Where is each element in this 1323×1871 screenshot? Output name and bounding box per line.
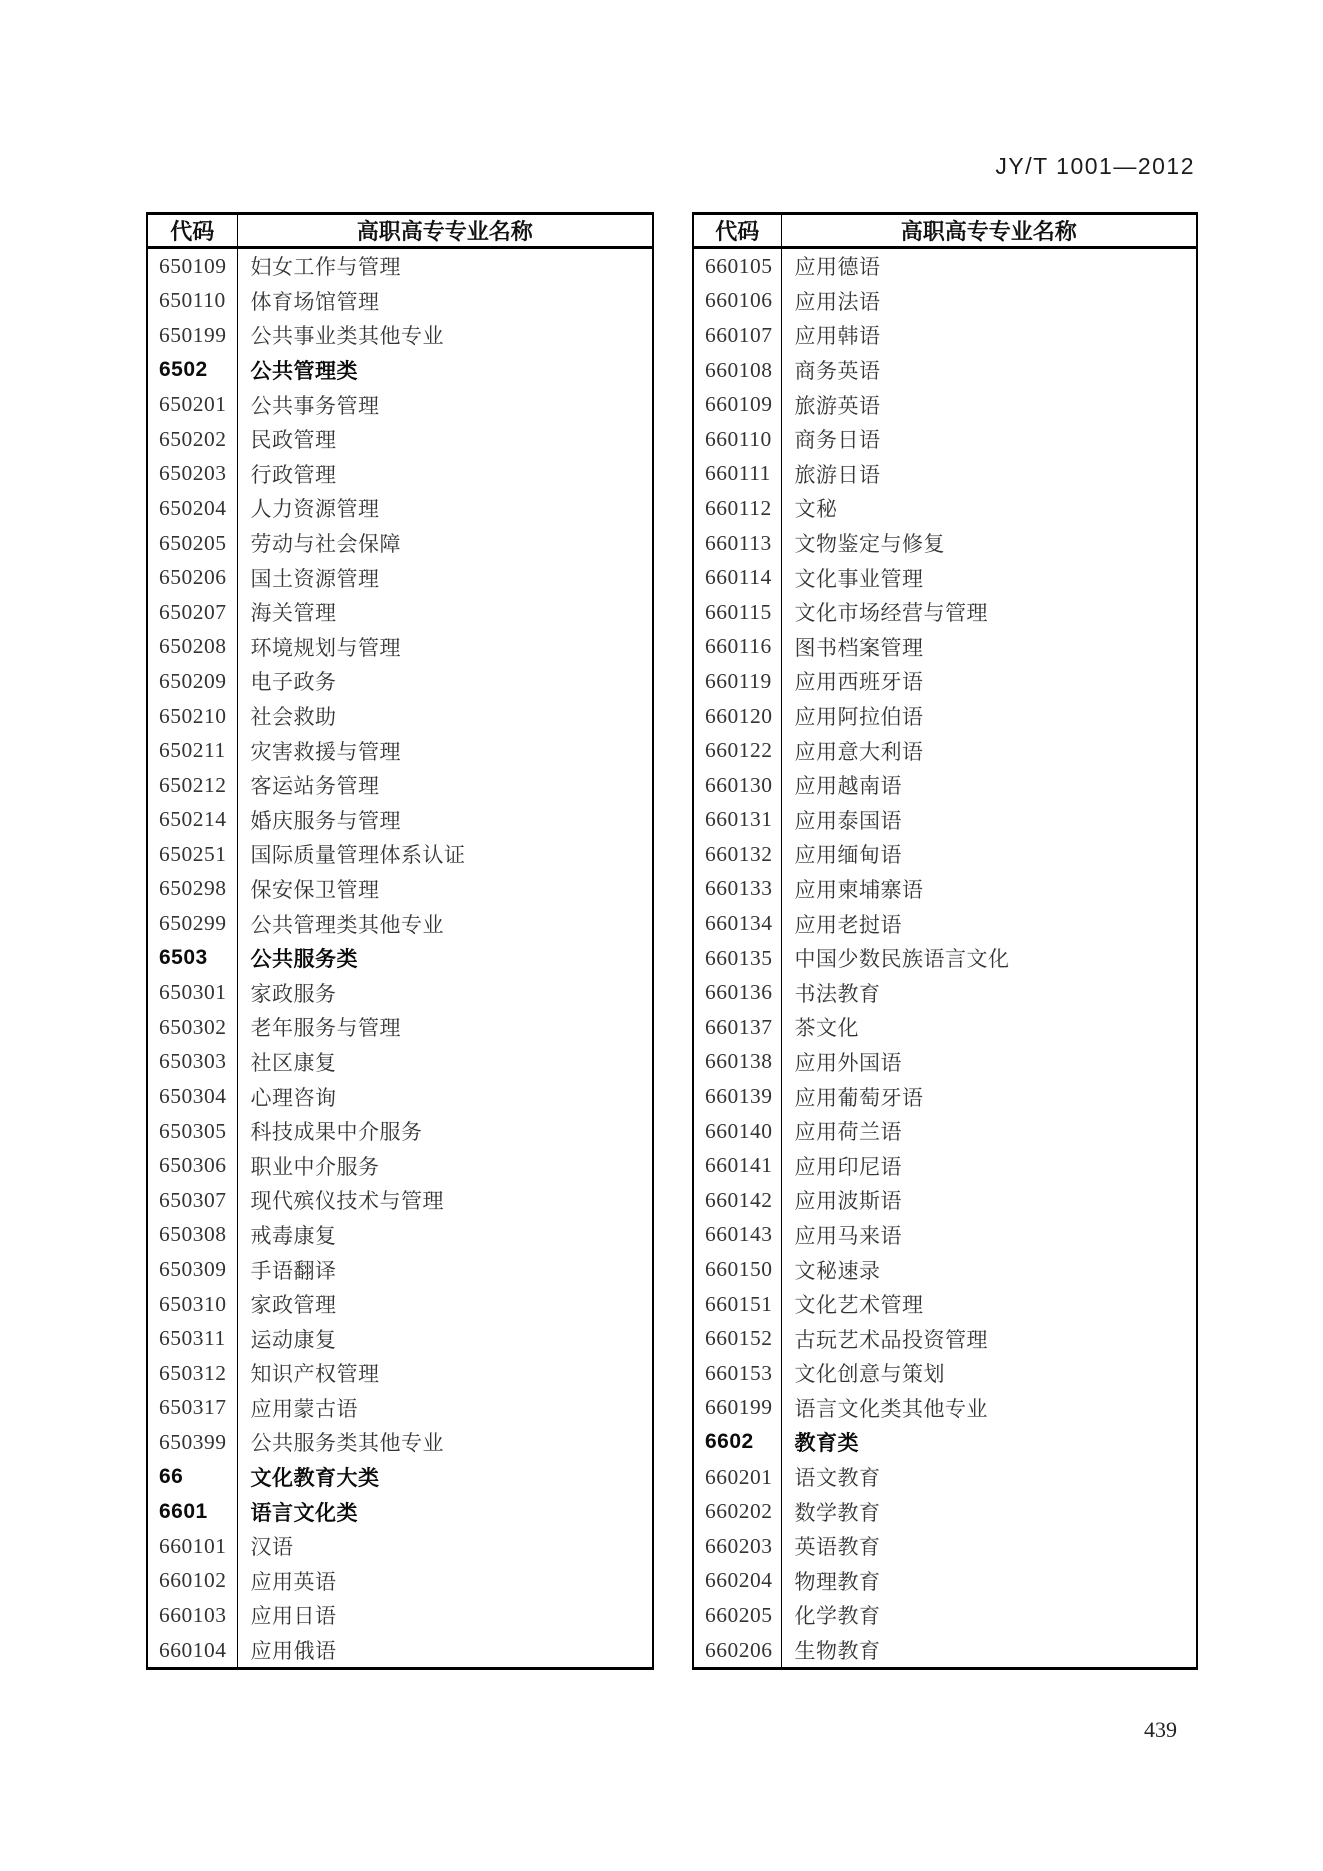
major-name: 劳动与社会保障 xyxy=(250,532,401,557)
major-name: 应用阿拉伯语 xyxy=(794,705,924,730)
major-code: 660130 xyxy=(693,768,781,803)
major-code: 650251 xyxy=(147,837,237,872)
major-name: 家政服务 xyxy=(250,981,337,1006)
major-code: 660104 xyxy=(147,1633,237,1669)
major-name: 文秘 xyxy=(794,497,838,522)
major-name: 社会救助 xyxy=(250,705,337,730)
major-code: 650211 xyxy=(147,733,237,768)
name-column-header: 高职高专专业名称 xyxy=(781,214,1197,248)
major-code: 660113 xyxy=(693,526,781,561)
major-code-table-left xyxy=(146,212,654,1670)
table-row xyxy=(147,803,653,838)
table-row xyxy=(693,457,1197,492)
major-code: 650110 xyxy=(147,284,237,319)
major-name: 物理教育 xyxy=(794,1569,881,1594)
code-column-header: 代码 xyxy=(147,214,237,248)
major-code: 650209 xyxy=(147,664,237,699)
major-name: 体育场馆管理 xyxy=(250,289,380,314)
table-row xyxy=(693,1633,1197,1669)
table-row xyxy=(147,387,653,422)
major-name: 文化事业管理 xyxy=(794,566,924,591)
table-row xyxy=(693,248,1197,284)
table-row xyxy=(693,699,1197,734)
major-code: 650307 xyxy=(147,1183,237,1218)
major-name: 应用俄语 xyxy=(250,1639,337,1664)
major-name: 应用越南语 xyxy=(794,774,902,799)
major-name: 应用意大利语 xyxy=(794,739,924,764)
major-code: 650206 xyxy=(147,560,237,595)
major-name: 数学教育 xyxy=(794,1500,881,1525)
major-code: 6602 xyxy=(693,1425,781,1460)
major-name: 国际质量管理体系认证 xyxy=(250,843,466,868)
table-row xyxy=(693,1010,1197,1045)
table-row xyxy=(147,1252,653,1287)
table-row xyxy=(147,941,653,976)
table-row xyxy=(693,1494,1197,1529)
major-code: 650210 xyxy=(147,699,237,734)
major-code: 660143 xyxy=(693,1218,781,1253)
table-row xyxy=(693,1564,1197,1599)
major-code: 650212 xyxy=(147,768,237,803)
major-code: 660142 xyxy=(693,1183,781,1218)
table-row xyxy=(147,1391,653,1426)
major-name: 应用荷兰语 xyxy=(794,1120,902,1145)
table-row xyxy=(147,595,653,630)
major-name: 婚庆服务与管理 xyxy=(250,808,401,833)
table-row xyxy=(693,1356,1197,1391)
major-code: 650399 xyxy=(147,1425,237,1460)
table-row xyxy=(147,1183,653,1218)
table-row xyxy=(693,1425,1197,1460)
table-row xyxy=(693,1321,1197,1356)
table-row xyxy=(693,284,1197,319)
major-name: 戒毒康复 xyxy=(250,1223,337,1248)
major-name: 心理咨询 xyxy=(250,1085,337,1110)
major-code: 660108 xyxy=(693,353,781,388)
major-name: 国土资源管理 xyxy=(250,566,380,591)
major-code: 6601 xyxy=(147,1494,237,1529)
major-code: 650306 xyxy=(147,1148,237,1183)
major-name: 电子政务 xyxy=(250,670,337,695)
major-name: 旅游英语 xyxy=(794,393,881,418)
major-name: 英语教育 xyxy=(794,1535,881,1560)
major-code: 660199 xyxy=(693,1391,781,1426)
major-name: 行政管理 xyxy=(250,462,337,487)
major-code: 660138 xyxy=(693,1045,781,1080)
major-name: 人力资源管理 xyxy=(250,497,380,522)
table-row xyxy=(693,318,1197,353)
table-row xyxy=(693,664,1197,699)
major-name: 应用印尼语 xyxy=(794,1154,902,1179)
major-code: 660102 xyxy=(147,1564,237,1599)
major-name: 公共事业类其他专业 xyxy=(250,324,444,349)
table-row xyxy=(693,1460,1197,1495)
major-name: 应用老挝语 xyxy=(794,912,902,937)
major-name: 应用英语 xyxy=(250,1569,337,1594)
major-code: 650304 xyxy=(147,1079,237,1114)
major-code: 660134 xyxy=(693,906,781,941)
major-code: 660133 xyxy=(693,872,781,907)
major-code: 650309 xyxy=(147,1252,237,1287)
major-name: 文化教育大类 xyxy=(250,1467,380,1491)
table-row xyxy=(147,699,653,734)
major-name: 旅游日语 xyxy=(794,462,881,487)
major-code: 660103 xyxy=(147,1598,237,1633)
major-code: 650208 xyxy=(147,630,237,665)
major-name: 应用法语 xyxy=(794,289,881,314)
major-code: 6502 xyxy=(147,353,237,388)
major-name: 文化艺术管理 xyxy=(794,1293,924,1318)
major-code: 660205 xyxy=(693,1598,781,1633)
major-code: 660132 xyxy=(693,837,781,872)
major-code: 660204 xyxy=(693,1564,781,1599)
table-row xyxy=(147,1425,653,1460)
major-code: 650203 xyxy=(147,457,237,492)
major-code: 6503 xyxy=(147,941,237,976)
table-row xyxy=(147,1460,653,1495)
major-name: 灾害救援与管理 xyxy=(250,739,401,764)
major-code: 650205 xyxy=(147,526,237,561)
major-name: 语文教育 xyxy=(794,1466,881,1491)
table-row xyxy=(147,1356,653,1391)
table-row xyxy=(693,768,1197,803)
major-name: 保安保卫管理 xyxy=(250,877,380,902)
major-code: 660135 xyxy=(693,941,781,976)
major-code: 650299 xyxy=(147,906,237,941)
table-row xyxy=(147,1010,653,1045)
major-code: 650312 xyxy=(147,1356,237,1391)
major-name: 海关管理 xyxy=(250,601,337,626)
table-row xyxy=(693,422,1197,457)
table-row xyxy=(147,248,653,284)
major-code: 660109 xyxy=(693,387,781,422)
major-name: 文物鉴定与修复 xyxy=(794,532,945,557)
major-name: 商务日语 xyxy=(794,428,881,453)
table-row xyxy=(147,664,653,699)
major-name: 书法教育 xyxy=(794,981,881,1006)
major-name: 公共管理类其他专业 xyxy=(250,912,444,937)
table-row xyxy=(147,872,653,907)
name-column-header: 高职高专专业名称 xyxy=(237,214,653,248)
major-code: 660115 xyxy=(693,595,781,630)
major-code: 660201 xyxy=(693,1460,781,1495)
major-name: 汉语 xyxy=(250,1535,294,1560)
major-name: 应用泰国语 xyxy=(794,808,902,833)
major-name: 化学教育 xyxy=(794,1604,881,1629)
major-name: 中国少数民族语言文化 xyxy=(794,947,1010,972)
table-row xyxy=(693,1218,1197,1253)
major-code: 660141 xyxy=(693,1148,781,1183)
header-row xyxy=(693,214,1197,248)
major-name: 家政管理 xyxy=(250,1293,337,1318)
major-name: 应用西班牙语 xyxy=(794,670,924,695)
major-name: 古玩艺术品投资管理 xyxy=(794,1327,988,1352)
major-name: 茶文化 xyxy=(794,1016,859,1041)
major-name: 文秘速录 xyxy=(794,1258,881,1283)
major-code: 650301 xyxy=(147,975,237,1010)
table-row xyxy=(693,1045,1197,1080)
major-code: 660202 xyxy=(693,1494,781,1529)
major-name: 应用韩语 xyxy=(794,324,881,349)
major-code: 660119 xyxy=(693,664,781,699)
major-code: 660136 xyxy=(693,975,781,1010)
table-row xyxy=(147,630,653,665)
major-code: 650317 xyxy=(147,1391,237,1426)
major-code: 660150 xyxy=(693,1252,781,1287)
table-row xyxy=(693,353,1197,388)
major-name: 教育类 xyxy=(794,1432,859,1456)
major-code: 650305 xyxy=(147,1114,237,1149)
table-row xyxy=(147,837,653,872)
code-column-header: 代码 xyxy=(693,214,781,248)
major-name: 运动康复 xyxy=(250,1327,337,1352)
major-name: 生物教育 xyxy=(794,1639,881,1664)
table-row xyxy=(147,1114,653,1149)
table-row xyxy=(693,595,1197,630)
major-name: 商务英语 xyxy=(794,359,881,384)
major-code: 650201 xyxy=(147,387,237,422)
major-name: 应用波斯语 xyxy=(794,1189,902,1214)
major-code: 650310 xyxy=(147,1287,237,1322)
major-code: 650109 xyxy=(147,248,237,284)
major-name: 公共管理类 xyxy=(250,360,358,384)
table-row xyxy=(693,872,1197,907)
major-name: 应用缅甸语 xyxy=(794,843,902,868)
major-code: 660107 xyxy=(693,318,781,353)
table-row xyxy=(693,837,1197,872)
major-name: 现代殡仪技术与管理 xyxy=(250,1189,444,1214)
major-name: 文化创意与策划 xyxy=(794,1362,945,1387)
major-name: 民政管理 xyxy=(250,428,337,453)
table-row xyxy=(147,422,653,457)
header-row xyxy=(147,214,653,248)
table-row xyxy=(693,1598,1197,1633)
table-row xyxy=(147,1529,653,1564)
major-code: 66 xyxy=(147,1460,237,1495)
major-name: 妇女工作与管理 xyxy=(250,255,401,280)
table-row xyxy=(147,1287,653,1322)
major-code: 660110 xyxy=(693,422,781,457)
major-name: 知识产权管理 xyxy=(250,1362,380,1387)
major-code-table-right xyxy=(692,212,1198,1670)
table-row xyxy=(147,1079,653,1114)
major-name: 图书档案管理 xyxy=(794,635,924,660)
major-code: 650202 xyxy=(147,422,237,457)
table-row xyxy=(693,1529,1197,1564)
major-name: 社区康复 xyxy=(250,1050,337,1075)
table-row xyxy=(147,1148,653,1183)
major-name: 手语翻译 xyxy=(250,1258,337,1283)
major-name: 应用马来语 xyxy=(794,1223,902,1248)
major-code: 650302 xyxy=(147,1010,237,1045)
table-body-right xyxy=(693,248,1197,1669)
major-code: 650207 xyxy=(147,595,237,630)
table-row xyxy=(693,1114,1197,1149)
table-row xyxy=(147,1564,653,1599)
table-row xyxy=(693,1183,1197,1218)
major-code: 650308 xyxy=(147,1218,237,1253)
major-code: 650298 xyxy=(147,872,237,907)
table-row xyxy=(147,906,653,941)
table-row xyxy=(693,803,1197,838)
table-row xyxy=(147,768,653,803)
table-row xyxy=(147,975,653,1010)
major-code: 660112 xyxy=(693,491,781,526)
major-code: 650214 xyxy=(147,803,237,838)
major-name: 公共服务类其他专业 xyxy=(250,1431,444,1456)
table-row xyxy=(693,1148,1197,1183)
major-code: 660152 xyxy=(693,1321,781,1356)
table-row xyxy=(693,941,1197,976)
major-code: 650303 xyxy=(147,1045,237,1080)
table-row xyxy=(693,1079,1197,1114)
major-code: 660137 xyxy=(693,1010,781,1045)
major-name: 客运站务管理 xyxy=(250,774,380,799)
table-body-left xyxy=(147,248,653,1669)
major-code: 660140 xyxy=(693,1114,781,1149)
table-row xyxy=(693,491,1197,526)
table-row xyxy=(147,526,653,561)
table-row xyxy=(147,733,653,768)
major-name: 文化市场经营与管理 xyxy=(794,601,988,626)
major-name: 应用葡萄牙语 xyxy=(794,1085,924,1110)
major-code: 660114 xyxy=(693,560,781,595)
table-row xyxy=(147,1045,653,1080)
table-row xyxy=(693,1391,1197,1426)
table-row xyxy=(147,1218,653,1253)
major-code: 660153 xyxy=(693,1356,781,1391)
major-code: 660105 xyxy=(693,248,781,284)
major-name: 应用日语 xyxy=(250,1604,337,1629)
major-name: 语言文化类 xyxy=(250,1501,358,1525)
major-code: 660206 xyxy=(693,1633,781,1669)
major-code: 660116 xyxy=(693,630,781,665)
major-code: 660120 xyxy=(693,699,781,734)
table-row xyxy=(693,560,1197,595)
major-name: 应用蒙古语 xyxy=(250,1396,358,1421)
major-name: 科技成果中介服务 xyxy=(250,1120,423,1145)
major-code: 660101 xyxy=(147,1529,237,1564)
major-code: 660122 xyxy=(693,733,781,768)
table-row xyxy=(693,630,1197,665)
table-row xyxy=(693,387,1197,422)
major-code: 660151 xyxy=(693,1287,781,1322)
table-row xyxy=(693,1252,1197,1287)
major-name: 应用柬埔寨语 xyxy=(794,877,924,902)
major-code: 660203 xyxy=(693,1529,781,1564)
table-row xyxy=(147,318,653,353)
table-row xyxy=(693,1287,1197,1322)
major-code: 660139 xyxy=(693,1079,781,1114)
major-name: 语言文化类其他专业 xyxy=(794,1396,988,1421)
page-number: 439 xyxy=(1144,1717,1177,1742)
major-name: 应用德语 xyxy=(794,255,881,280)
table-row xyxy=(693,526,1197,561)
major-name: 公共服务类 xyxy=(250,948,358,972)
major-code: 660111 xyxy=(693,457,781,492)
table-row xyxy=(147,1633,653,1669)
major-code: 650199 xyxy=(147,318,237,353)
standard-doc-number: JY/T 1001—2012 xyxy=(995,153,1195,179)
major-name: 职业中介服务 xyxy=(250,1154,380,1179)
major-code: 660106 xyxy=(693,284,781,319)
major-name: 老年服务与管理 xyxy=(250,1016,401,1041)
major-name: 环境规划与管理 xyxy=(250,635,401,660)
major-code: 660131 xyxy=(693,803,781,838)
table-row xyxy=(147,1321,653,1356)
table-row xyxy=(147,1598,653,1633)
table-row xyxy=(693,733,1197,768)
major-code: 650311 xyxy=(147,1321,237,1356)
table-row xyxy=(147,457,653,492)
major-code: 650204 xyxy=(147,491,237,526)
table-row xyxy=(147,491,653,526)
major-name: 应用外国语 xyxy=(794,1050,902,1075)
table-row xyxy=(693,975,1197,1010)
table-row xyxy=(147,1494,653,1529)
table-row xyxy=(147,284,653,319)
major-name: 公共事务管理 xyxy=(250,393,380,418)
table-row xyxy=(693,906,1197,941)
table-row xyxy=(147,560,653,595)
table-row xyxy=(147,353,653,388)
